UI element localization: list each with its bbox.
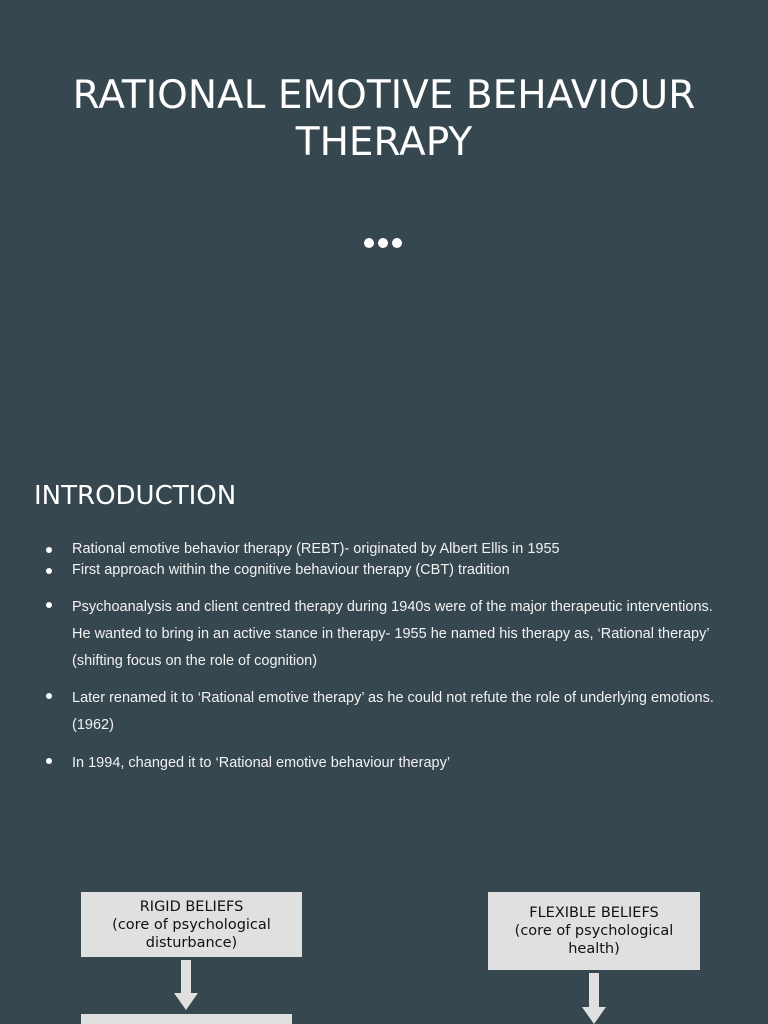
bullet-icon: [46, 602, 52, 608]
list-item-text: Later renamed it to ‘Rational emotive therapy’ as he could not refute the role of underlying emotions. (1962): [72, 690, 714, 733]
bullet-icon: [46, 547, 52, 553]
bullet-icon: [46, 693, 52, 699]
bullet-icon: [46, 758, 52, 764]
list-item: [46, 560, 726, 581]
section-heading: INTRODUCTION: [34, 481, 237, 511]
dot-icon: [378, 238, 388, 248]
flexible-beliefs-subtitle: (core of psychological: [514, 923, 674, 939]
slide-title-line-1: RATIONAL EMOTIVE BEHAVIOUR: [72, 73, 696, 118]
list-item-text: In 1994, changed it to ‘Rational emotive behaviour therapy’: [72, 755, 451, 771]
flexible-beliefs-box: [488, 892, 700, 970]
rigid-beliefs-subtitle: (core of psychological: [112, 917, 271, 933]
down-arrow-icon: [582, 973, 606, 1024]
rigid-beliefs-subtitle-end: disturbance): [145, 935, 238, 951]
rigid-beliefs-title: RIGID BELIEFS: [139, 899, 244, 915]
dot-icon: [364, 238, 374, 248]
bullet-icon: [46, 568, 52, 574]
list-item: [46, 539, 726, 560]
ellipsis-icon: [364, 238, 404, 250]
list-item-text: Rational emotive behavior therapy (REBT)- originated by Albert Ellis in 1955: [72, 541, 560, 557]
list-item: [46, 750, 726, 777]
flexible-beliefs-title: FLEXIBLE BELIEFS: [529, 905, 659, 921]
flexible-beliefs-subtitle-end: health): [568, 941, 620, 957]
down-arrow-icon: [174, 960, 198, 1010]
slide-title: [0, 72, 768, 166]
list-item-text: Psychoanalysis and client centred therapy during 1940s were of the major therapeutic interventions. He wanted to bring in an active stance in therapy- 1955 he named his therapy as, ‘Rational therapy’ (shifting focus on the role of cognition): [72, 599, 713, 669]
list-item: [46, 685, 726, 739]
next-belief-box: [81, 1014, 292, 1024]
slide-title-line-2: THERAPY: [295, 120, 473, 165]
list-item: [46, 594, 726, 675]
list-item-text: First approach within the cognitive behaviour therapy (CBT) tradition: [72, 562, 510, 578]
dot-icon: [392, 238, 402, 248]
rigid-beliefs-box: [81, 892, 302, 957]
